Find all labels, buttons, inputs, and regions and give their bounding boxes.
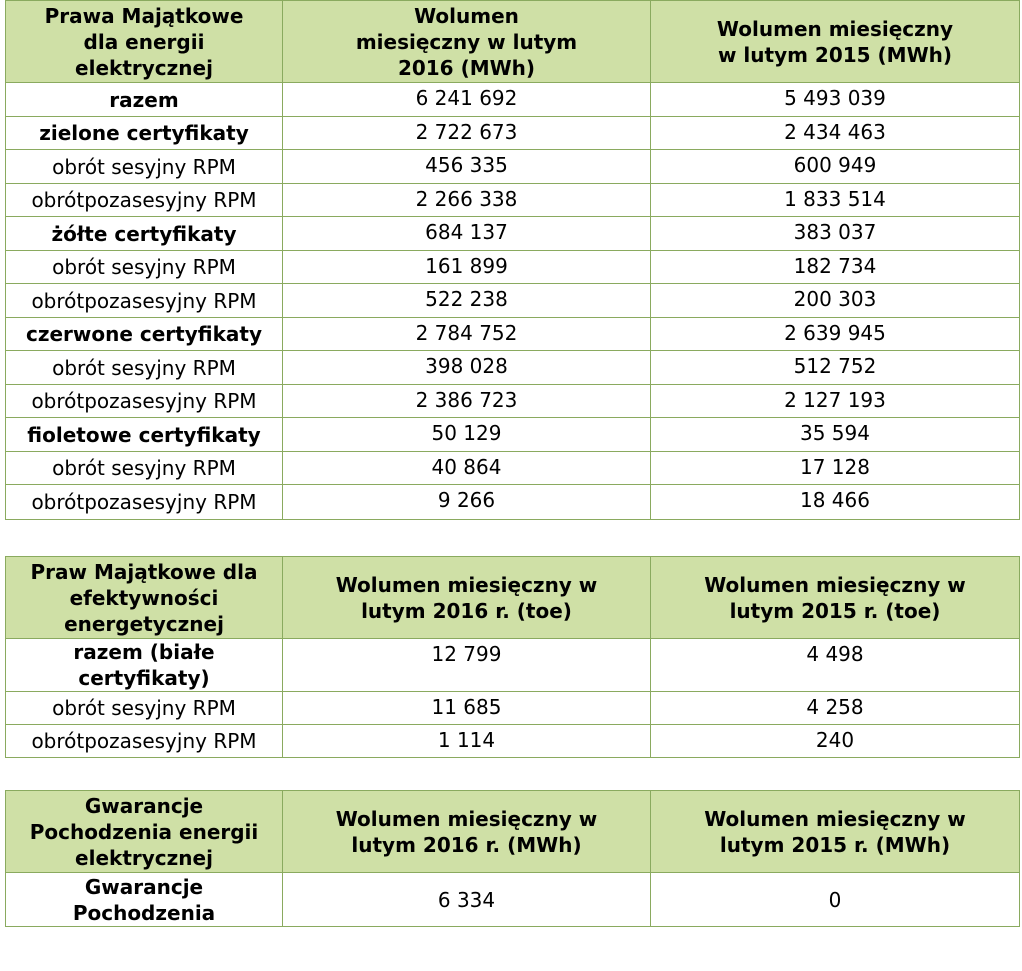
value-2015: 2 434 463 xyxy=(651,117,1020,150)
value-2015: 5 493 039 xyxy=(651,83,1020,117)
value-2015: 512 752 xyxy=(651,351,1020,385)
value-2015: 35 594 xyxy=(651,418,1020,452)
value-2015: 2 127 193 xyxy=(651,385,1020,418)
row-label: obrótpozasesyjny RPM xyxy=(6,385,283,418)
value-2015: 600 949 xyxy=(651,150,1020,184)
value-2015: 4 498 xyxy=(651,639,1020,692)
table-row xyxy=(6,318,1020,351)
row-label: obrótpozasesyjny RPM xyxy=(6,485,283,520)
value-2015: 18 466 xyxy=(651,485,1020,520)
table-row xyxy=(6,184,1020,217)
header-volume-2015: Wolumen miesięczny w lutym 2015 r. (toe) xyxy=(651,557,1020,639)
row-label: obrót sesyjny RPM xyxy=(6,150,283,184)
value-2016: 9 266 xyxy=(283,485,651,520)
value-2016: 2 386 723 xyxy=(283,385,651,418)
value-2016: 50 129 xyxy=(283,418,651,452)
value-2015: 17 128 xyxy=(651,452,1020,485)
property-rights-electricity-table xyxy=(5,0,1020,520)
value-2015: 4 258 xyxy=(651,692,1020,725)
row-label: obrótpozasesyjny RPM xyxy=(6,184,283,217)
guarantees-of-origin-table xyxy=(5,790,1020,927)
table-row xyxy=(6,150,1020,184)
value-2016: 684 137 xyxy=(283,217,651,251)
table-row xyxy=(6,385,1020,418)
value-2016: 456 335 xyxy=(283,150,651,184)
value-2016: 12 799 xyxy=(283,639,651,692)
value-2015: 200 303 xyxy=(651,284,1020,318)
header-category: Prawa Majątkowe dla energii elektrycznej xyxy=(6,1,283,83)
table-row xyxy=(6,217,1020,251)
value-2016: 11 685 xyxy=(283,692,651,725)
header-volume-2015: Wolumen miesięczny w lutym 2015 r. (MWh) xyxy=(651,791,1020,873)
row-label: obrót sesyjny RPM xyxy=(6,251,283,284)
table-row xyxy=(6,351,1020,385)
header-volume-2016: Wolumen miesięczny w lutym 2016 r. (toe) xyxy=(283,557,651,639)
table-row xyxy=(6,452,1020,485)
table-row xyxy=(6,725,1020,758)
row-label: zielone certyfikaty xyxy=(6,117,283,150)
value-2016: 40 864 xyxy=(283,452,651,485)
row-label: czerwone certyfikaty xyxy=(6,318,283,351)
header-volume-2016: Wolumen miesięczny w lutym 2016 (MWh) xyxy=(283,1,651,83)
header-volume-2016: Wolumen miesięczny w lutym 2016 r. (MWh) xyxy=(283,791,651,873)
row-label: obrótpozasesyjny RPM xyxy=(6,725,283,758)
table-row xyxy=(6,485,1020,520)
value-2015: 383 037 xyxy=(651,217,1020,251)
value-2015: 240 xyxy=(651,725,1020,758)
header-category: Praw Majątkowe dla efektywności energetycznej xyxy=(6,557,283,639)
row-label: fioletowe certyfikaty xyxy=(6,418,283,452)
value-2016: 6 241 692 xyxy=(283,83,651,117)
value-2015: 1 833 514 xyxy=(651,184,1020,217)
row-label: żółte certyfikaty xyxy=(6,217,283,251)
table-row xyxy=(6,83,1020,117)
value-2015: 0 xyxy=(651,873,1020,927)
table-row xyxy=(6,251,1020,284)
row-label: obrót sesyjny RPM xyxy=(6,452,283,485)
property-rights-energy-efficiency-table xyxy=(5,556,1020,758)
table-row xyxy=(6,873,1020,927)
row-label: razem xyxy=(6,83,283,117)
table-row xyxy=(6,284,1020,318)
value-2016: 2 266 338 xyxy=(283,184,651,217)
value-2016: 2 784 752 xyxy=(283,318,651,351)
row-label: obrót sesyjny RPM xyxy=(6,351,283,385)
table-row xyxy=(6,117,1020,150)
row-label: Gwarancje Pochodzenia xyxy=(6,873,283,927)
header-category: Gwarancje Pochodzenia energii elektrycznej xyxy=(6,791,283,873)
table-row xyxy=(6,418,1020,452)
value-2015: 2 639 945 xyxy=(651,318,1020,351)
value-2016: 1 114 xyxy=(283,725,651,758)
row-label: razem (białe certyfikaty) xyxy=(6,639,283,692)
table-row xyxy=(6,692,1020,725)
value-2016: 161 899 xyxy=(283,251,651,284)
value-2016: 6 334 xyxy=(283,873,651,927)
value-2016: 398 028 xyxy=(283,351,651,385)
row-label: obrót sesyjny RPM xyxy=(6,692,283,725)
row-label: obrótpozasesyjny RPM xyxy=(6,284,283,318)
header-volume-2015: Wolumen miesięczny w lutym 2015 (MWh) xyxy=(651,1,1020,83)
value-2016: 522 238 xyxy=(283,284,651,318)
value-2016: 2 722 673 xyxy=(283,117,651,150)
table-row xyxy=(6,639,1020,692)
value-2015: 182 734 xyxy=(651,251,1020,284)
